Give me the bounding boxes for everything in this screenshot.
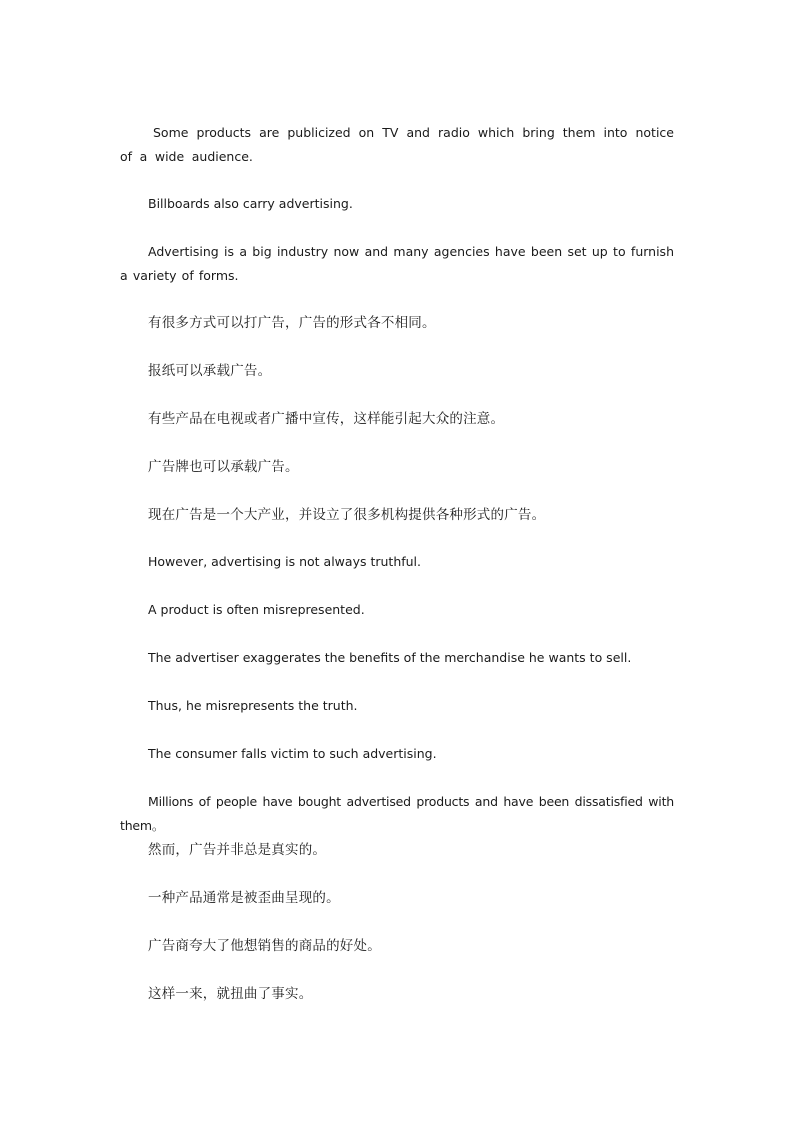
paragraph-1: Some products are publicized on TV and radio which bring them into notice of a wide audience.: [120, 125, 674, 164]
paragraph-10: A product is often misrepresented.: [148, 602, 365, 617]
paragraph-12: Thus, he misrepresents the truth.: [148, 698, 358, 713]
paragraph-14: Millions of people have bought advertised products and have been dissatisfied with them。: [120, 794, 674, 833]
paragraph-9: However, advertising is not always truthful.: [148, 554, 422, 569]
paragraph-11: The advertiser exaggerates the benefits of the merchandise he wants to sell.: [148, 650, 632, 665]
paragraph-4: 有很多方式可以打广告，广告的形式各不相同。: [148, 315, 436, 331]
paragraph-17: 广告商夸大了他想销售的商品的好处。: [148, 938, 381, 954]
paragraph-2: Billboards also carry advertising.: [148, 196, 353, 211]
paragraph-7: 广告牌也可以承载广告。: [148, 459, 299, 475]
paragraph-15: 然而，广告并非总是真实的。: [148, 842, 327, 858]
paragraph-8: 现在广告是一个大产业，并设立了很多机构提供各种形式的广告。: [148, 507, 546, 523]
paragraph-3: Advertising is a big industry now and many agencies have been set up to furnish a variety of forms.: [120, 244, 674, 283]
paragraph-13: The consumer falls victim to such advertising.: [148, 746, 437, 761]
paragraph-5: 报纸可以承载广告。: [148, 363, 272, 379]
paragraph-18: 这样一来，就扭曲了事实。: [148, 986, 313, 1002]
paragraph-16: 一种产品通常是被歪曲呈现的。: [148, 890, 340, 906]
paragraph-6: 有些产品在电视或者广播中宣传，这样能引起大众的注意。: [148, 411, 505, 427]
